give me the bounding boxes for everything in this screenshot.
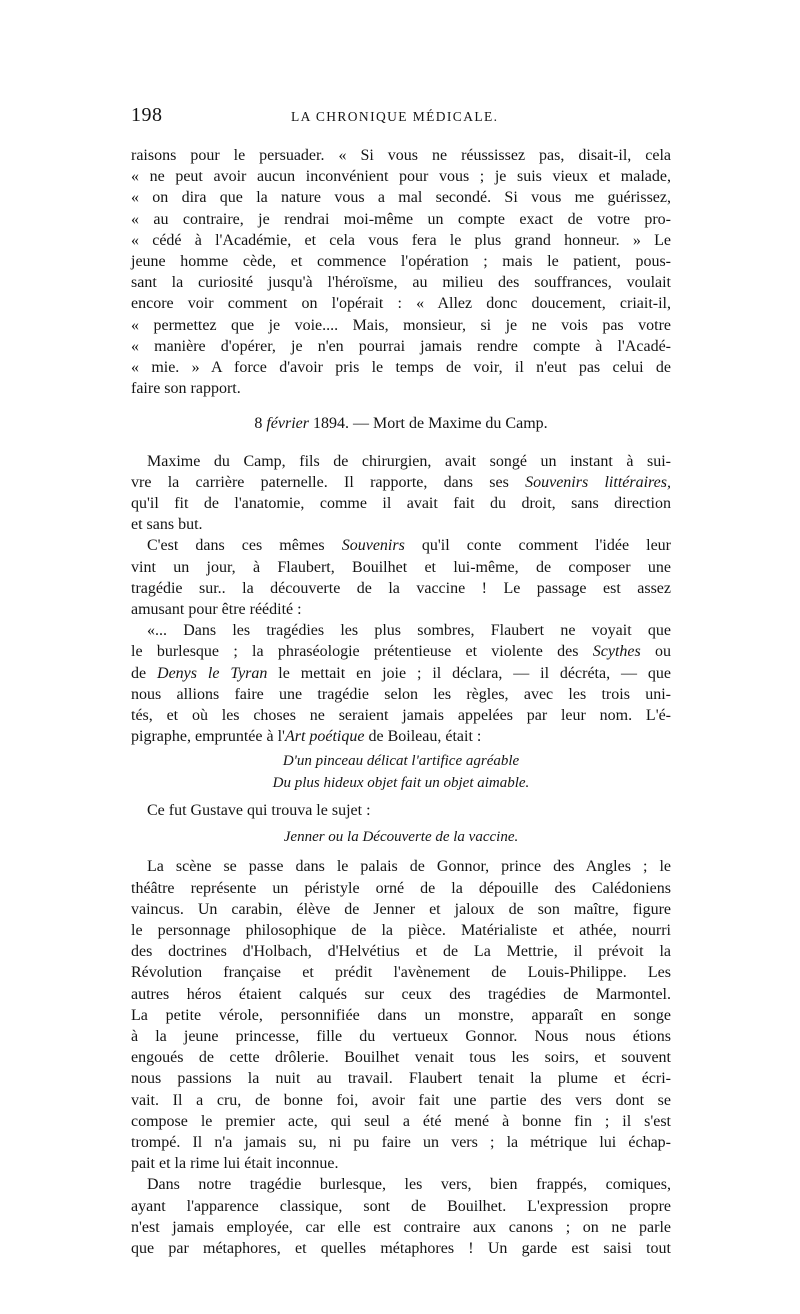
text-line: de Denys le Tyran le mettait en joie ; il déclara, — il décréta, — que (131, 664, 672, 682)
play-title: Jenner ou la Découverte de la vaccine. (283, 829, 519, 846)
text-line: Ce fut Gustave qui trouva le sujet : (147, 801, 371, 819)
section-heading: 8 février 1894. — Mort de Maxime du Camp. (254, 415, 548, 433)
text-line: amusant pour être réédité : (131, 601, 302, 619)
text-line: qu'il fit de l'anatomie, comme il avait fait du droit, sans direction (131, 495, 671, 513)
text-line: faire son rapport. (131, 380, 241, 398)
text-line: nous passions la nuit au travail. Flaubert tenait la plume et écri- (131, 1070, 671, 1088)
text-line: vint un jour, à Flaubert, Bouilhet et lui-même, de composer une (131, 558, 671, 576)
text-line: sant la curiosité jusqu'à l'héroïsme, au milieu des souffrances, voulait (131, 274, 671, 292)
text-line: encore voir comment on l'opérait : « Allez donc doucement, criait-il, (131, 295, 671, 313)
text-line: Maxime du Camp, fils de chirurgien, avait songé un instant à sui- (147, 452, 671, 470)
text-line: vait. Il a cru, de bonne foi, avoir fait une partie des vers dont se (131, 1091, 671, 1109)
text-line: La scène se passe dans le palais de Gonnor, prince des Angles ; le (147, 858, 671, 876)
text-line: C'est dans ces mêmes Souvenirs qu'il conte comment l'idée leur (147, 537, 672, 555)
text-line: Dans notre tragédie burlesque, les vers, bien frappés, comiques, (147, 1176, 671, 1194)
text-line: « mie. » A force d'avoir pris le temps de voir, il n'eut pas celui de (131, 359, 671, 377)
text-line: ayant l'apparence classique, sont de Bouilhet. L'expression propre (131, 1197, 671, 1215)
text-line: « cédé à l'Académie, et cela vous fera le plus grand honneur. » Le (131, 231, 671, 249)
text-line: raisons pour le persuader. « Si vous ne réussissez pas, disait-il, cela (131, 147, 671, 164)
text-line: nous allions faire une tragédie selon les règles, avec les trois uni- (131, 685, 671, 703)
running-head: LA CHRONIQUE MÉDICALE. (291, 109, 499, 124)
text-line: « ne peut avoir aucun inconvénient pour vous ; je suis vieux et malade, (131, 168, 671, 186)
text-line: vaincus. Un carabin, élève de Jenner et jaloux de son maître, figure (131, 900, 671, 918)
text-line: compose le premier acte, qui seul a été mené à bonne fin ; il s'est (131, 1112, 671, 1130)
epigraph-line: Du plus hideux objet fait un objet aimable. (272, 774, 530, 791)
text-line: des doctrines d'Holbach, d'Helvétius et de La Mettrie, il prévoit la (131, 943, 671, 961)
text-line: « permettez que je voie.... Mais, monsieur, si je ne vois pas votre (131, 316, 671, 334)
page-header (131, 104, 671, 134)
text-line: engoués de cette drôlerie. Bouilhet venait tous les soirs, et souvent (131, 1049, 671, 1067)
text-line: « au contraire, je rendrai moi-même un compte exact de votre pro- (131, 210, 671, 228)
text-line: vre la carrière paternelle. Il rapporte, dans ses Souvenirs littéraires, (131, 473, 671, 491)
text-line: « manière d'opérer, je n'en pourrai jamais rendre compte à l'Acadé- (131, 337, 671, 355)
text-line: pait et la rime lui était inconnue. (131, 1155, 339, 1173)
text-line: pigraphe, empruntée à l'Art poétique de Boileau, était : (131, 728, 482, 746)
text-line: théâtre représente un péristyle orné de la dépouille des Calédoniens (131, 879, 671, 897)
text-line: le burlesque ; la phraséologie prétentieuse et violente des Scythes ou (131, 643, 671, 661)
text-line: trompé. Il n'a jamais su, ni pu faire un vers ; la métrique lui échap- (131, 1133, 671, 1151)
page-number: 198 (131, 104, 163, 126)
body-text (131, 145, 671, 1259)
text-line: « on dira que la nature vous a mal secondé. Si vous me guérissez, (131, 189, 671, 207)
epigraph-line: D'un pinceau délicat l'artifice agréable (282, 753, 520, 770)
text-line: tragédie sur.. la découverte de la vaccine ! Le passage est assez (131, 579, 671, 597)
text-line: tés, et où les choses ne seraient jamais appelées par leur nom. L'é- (131, 707, 671, 725)
text-line: La petite vérole, personnifiée dans un monstre, apparaît en songe (131, 1006, 671, 1024)
text-line: n'est jamais employée, car elle est contraire aux canons ; on ne parle (131, 1218, 671, 1236)
text-line: «... Dans les tragédies les plus sombres, Flaubert ne voyait que (147, 622, 671, 640)
text-line: Révolution française et prédit l'avènement de Louis-Philippe. Les (131, 964, 671, 982)
text-line: autres héros étaient calqués sur ceux des tragédies de Marmontel. (131, 985, 671, 1003)
text-line: le personnage philosophique de la pièce. Matérialiste et athée, nourri (131, 921, 671, 939)
text-line: que par métaphores, et quelles métaphores ! Un garde est saisi tout (131, 1239, 671, 1257)
text-line: jeune homme cède, et commence l'opération ; mais le patient, pous- (131, 253, 671, 271)
text-line: à la jeune princesse, fille du vertueux Gonnor. Nous nous étions (131, 1027, 671, 1045)
text-line: et sans but. (131, 516, 203, 534)
